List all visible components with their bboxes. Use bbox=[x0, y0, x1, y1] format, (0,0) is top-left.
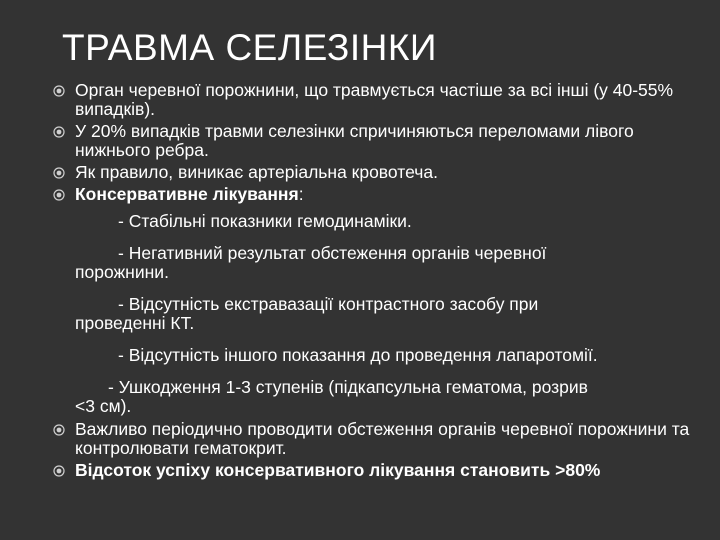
bullet-heading-suffix: : bbox=[298, 184, 304, 204]
bullet-item bbox=[55, 420, 695, 458]
final-bullets bbox=[55, 420, 695, 480]
criteria-text: Відсутність екстравазації контрастного засобу при bbox=[128, 294, 539, 314]
slide-title: ТРАВМА СЕЛЕЗІНКИ bbox=[62, 27, 437, 68]
criteria-text: Відсутність іншого показання до проведення лапаротомії. bbox=[128, 345, 598, 365]
criteria-dash: - bbox=[118, 294, 129, 314]
bullet-item bbox=[55, 81, 695, 119]
criteria-item bbox=[75, 212, 695, 231]
circled-dot-bullet-icon bbox=[53, 126, 65, 138]
criteria-item bbox=[75, 346, 695, 365]
circled-dot-bullet-icon bbox=[53, 167, 65, 179]
bullet-text: Відсоток успіху консервативного лікування становить >80% bbox=[75, 460, 601, 480]
criteria-line bbox=[75, 378, 695, 397]
criteria-continuation: <3 см). bbox=[75, 396, 132, 416]
criteria-item bbox=[75, 295, 695, 333]
circled-dot-bullet-icon bbox=[53, 189, 65, 201]
circled-dot-bullet-icon bbox=[53, 465, 65, 477]
criteria-dash: - bbox=[108, 377, 119, 397]
bullet-item bbox=[55, 122, 695, 160]
criteria-text: Стабільні показники гемодинаміки. bbox=[128, 211, 412, 231]
criteria-item bbox=[75, 244, 695, 282]
criteria-list bbox=[55, 212, 695, 416]
criteria-line bbox=[75, 346, 695, 365]
bullet-item bbox=[55, 185, 695, 204]
bullet-item bbox=[55, 163, 695, 182]
bullet-text: Орган черевної порожнини, що травмується частіше за всі інші (у 40-55% випадків). bbox=[75, 80, 674, 119]
criteria-item bbox=[75, 378, 695, 416]
bullet-text: Важливо періодично проводити обстеження органів черевної порожнини та контролювати гематокрит. bbox=[75, 419, 690, 458]
bullet-item bbox=[55, 461, 695, 480]
criteria-dash: - bbox=[118, 345, 129, 365]
criteria-continuation: проведенні КТ. bbox=[75, 313, 195, 333]
criteria-text: Негативний результат обстеження органів черевної bbox=[128, 243, 547, 263]
criteria-text: Ушкодження 1-3 ступенів (підкапсульна гематома, розрив bbox=[118, 377, 588, 397]
criteria-line bbox=[75, 295, 695, 314]
bullet-text: Як правило, виникає артеріальна кровотеча. bbox=[75, 162, 438, 182]
criteria-line bbox=[75, 212, 695, 231]
bullet-text: У 20% випадків травми селезінки спричиняються переломами лівого нижнього ребра. bbox=[75, 121, 634, 160]
slide-content bbox=[55, 81, 695, 480]
criteria-dash: - bbox=[118, 211, 129, 231]
circled-dot-bullet-icon bbox=[53, 85, 65, 97]
criteria-continuation: порожнини. bbox=[75, 262, 169, 282]
bullet-heading: Консервативне лікування bbox=[75, 184, 299, 204]
criteria-dash: - bbox=[118, 243, 129, 263]
circled-dot-bullet-icon bbox=[53, 424, 65, 436]
criteria-line bbox=[75, 244, 695, 263]
